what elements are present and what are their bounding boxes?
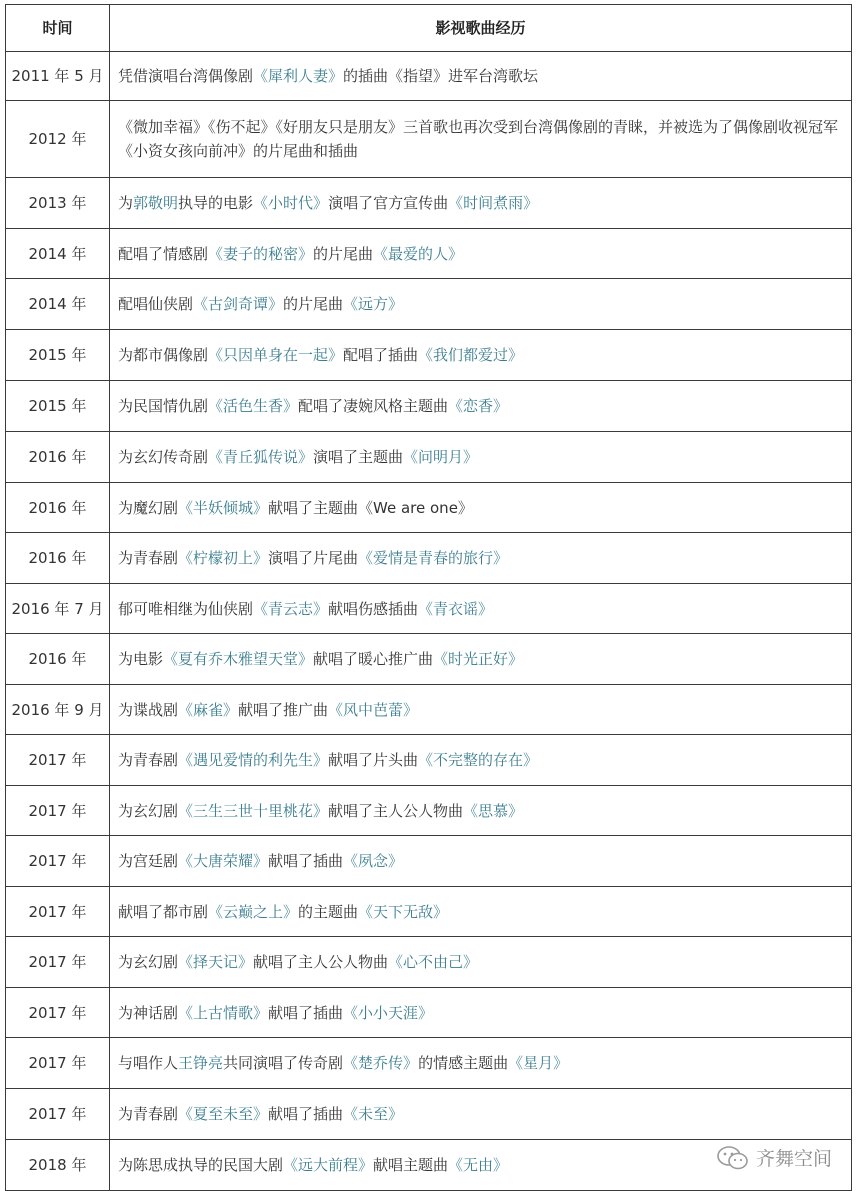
watermark-text: 齐舞空间: [755, 1148, 832, 1170]
title-link[interactable]: 《未至》: [343, 1105, 404, 1123]
table-row: [6, 988, 852, 1038]
row-description: [110, 1089, 852, 1140]
title-link[interactable]: 《夏至未至》: [178, 1105, 269, 1123]
title-link[interactable]: 《大唐荣耀》: [178, 852, 269, 870]
row-year: 2017 年: [6, 735, 110, 786]
title-link[interactable]: 《遇见爱情的利先生》: [178, 751, 329, 769]
description-text: 献唱了主人公人物曲: [328, 801, 464, 820]
row-description: [110, 786, 852, 836]
title-link[interactable]: 《青丘狐传说》: [208, 448, 314, 466]
row-year: 2011 年 5 月: [6, 52, 110, 101]
row-year: 2012 年: [6, 101, 110, 178]
description-text: 为民国情仇剧: [118, 397, 209, 415]
description-text: 凭借演唱台湾偶像剧: [118, 67, 254, 85]
table-row: [6, 533, 852, 584]
row-description: [110, 279, 852, 330]
row-description: [110, 229, 852, 279]
row-year: 2017 年: [6, 836, 110, 887]
description-text: 献唱主题曲: [373, 1156, 449, 1174]
title-link[interactable]: 《风中芭蕾》: [328, 700, 419, 719]
header-description: 影视歌曲经历: [110, 5, 852, 52]
header-time: 时间: [6, 5, 110, 52]
title-link[interactable]: 《小小天涯》: [343, 1003, 434, 1022]
row-year: 2017 年: [6, 786, 110, 836]
description-text: 献唱了都市剧: [118, 902, 209, 921]
description-text: 为魔幻剧: [118, 498, 179, 517]
title-link[interactable]: 《夙念》: [343, 852, 404, 870]
description-text: 献唱了插曲: [268, 852, 344, 870]
description-text: 献唱了片头曲: [328, 751, 419, 769]
table-row: [6, 432, 852, 483]
title-link[interactable]: 《思慕》: [463, 801, 524, 820]
table-body: [6, 52, 852, 1191]
title-link[interactable]: 《古剑奇谭》: [193, 295, 284, 313]
row-description: [110, 1038, 852, 1089]
table-row: [6, 381, 852, 432]
title-link[interactable]: 《无由》: [448, 1156, 509, 1174]
title-link[interactable]: 《犀利人妻》: [253, 67, 344, 85]
row-year: 2017 年: [6, 937, 110, 988]
description-text: 献唱伤感插曲: [328, 599, 419, 618]
title-link[interactable]: 《夏有乔木雅望天堂》: [163, 650, 314, 668]
row-year: 2014 年: [6, 229, 110, 279]
table-row: [6, 483, 852, 533]
row-year: 2016 年 7 月: [6, 584, 110, 634]
row-description: [110, 483, 852, 533]
title-link[interactable]: 《只因单身在一起》: [208, 346, 344, 364]
title-link[interactable]: 《活色生香》: [208, 397, 299, 415]
title-link[interactable]: 郭敬明: [133, 194, 179, 212]
row-year: 2013 年: [6, 178, 110, 229]
description-text: 为神话剧: [118, 1003, 179, 1022]
description-text: 为玄幻传奇剧: [118, 448, 209, 466]
table-row: [6, 634, 852, 685]
title-link[interactable]: 《柠檬初上》: [178, 549, 269, 567]
description-text: 配唱仙侠剧: [118, 295, 194, 313]
row-description: [110, 735, 852, 786]
description-text: 与唱作人: [118, 1054, 179, 1072]
title-link[interactable]: 《不完整的存在》: [418, 751, 539, 769]
row-year: 2018 年: [6, 1140, 110, 1191]
row-year: 2016 年: [6, 483, 110, 533]
description-text: 为谍战剧: [118, 700, 179, 719]
title-link[interactable]: 《青衣谣》: [418, 599, 494, 618]
row-description: [110, 330, 852, 381]
description-text: 为玄幻剧: [118, 953, 179, 971]
title-link[interactable]: 《天下无敌》: [358, 902, 449, 921]
row-description: [110, 836, 852, 887]
table-row: [6, 1038, 852, 1089]
table-row: [6, 786, 852, 836]
song-history-table: [5, 4, 852, 1191]
title-link[interactable]: 《最爱的人》: [373, 244, 464, 263]
description-text: 的片尾曲: [313, 244, 374, 263]
table-row: [6, 584, 852, 634]
row-description: [110, 634, 852, 685]
row-description: [110, 887, 852, 937]
title-link[interactable]: 《择天记》: [178, 953, 254, 971]
row-description: [110, 432, 852, 483]
row-description: [110, 988, 852, 1038]
description-text: 为: [118, 194, 134, 212]
row-year: 2017 年: [6, 1089, 110, 1140]
description-text: 的情感主题曲: [418, 1054, 509, 1072]
row-description: [110, 584, 852, 634]
description-text: 《微加幸福》《伤不起》《好朋友只是朋友》三首歌也再次受到台湾偶像剧的青睐，并被选为了偶像剧收视冠军《小资女孩向前冲》的片尾曲和插曲: [118, 118, 839, 160]
description-text: 为青春剧: [118, 549, 179, 567]
table-row: [6, 279, 852, 330]
row-description: [110, 533, 852, 584]
title-link[interactable]: 《麻雀》: [178, 700, 239, 719]
table-row: [6, 735, 852, 786]
title-link[interactable]: 《爱情是青春的旅行》: [358, 549, 509, 567]
description-text: 献唱了插曲: [268, 1003, 344, 1022]
description-text: 配唱了情感剧: [118, 244, 209, 263]
title-link[interactable]: 王铮亮: [178, 1054, 224, 1072]
description-text: 演唱了主题曲: [313, 448, 404, 466]
description-text: 献唱了主人公人物曲: [253, 953, 389, 971]
description-text: 演唱了片尾曲: [268, 549, 359, 567]
table-row: [6, 887, 852, 937]
title-link[interactable]: 《时间煮雨》: [448, 194, 539, 212]
description-text: 献唱了暖心推广曲: [313, 650, 434, 668]
description-text: 为电影: [118, 650, 164, 668]
title-link[interactable]: 《云巅之上》: [208, 902, 299, 921]
table-row: [6, 330, 852, 381]
description-text: 执导的电影: [178, 194, 254, 212]
wechat-icon: [716, 1145, 750, 1171]
table-row: [6, 685, 852, 735]
row-description: [110, 178, 852, 229]
description-text: 配唱了凄婉风格主题曲: [298, 397, 449, 415]
description-text: 献唱了插曲: [268, 1105, 344, 1123]
description-text: 的片尾曲: [283, 295, 344, 313]
title-link[interactable]: 《远方》: [343, 295, 404, 313]
title-link[interactable]: 《远大前程》: [283, 1156, 374, 1174]
row-year: 2014 年: [6, 279, 110, 330]
row-description: [110, 52, 852, 101]
table-row: [6, 52, 852, 101]
title-link[interactable]: 《青云志》: [253, 599, 329, 618]
title-link[interactable]: 《时光正好》: [433, 650, 524, 668]
description-text: 的插曲《指望》进军台湾歌坛: [343, 67, 539, 85]
row-year: 2017 年: [6, 1038, 110, 1089]
table-row: [6, 101, 852, 178]
description-text: 共同演唱了传奇剧: [223, 1054, 344, 1072]
row-year: 2017 年: [6, 887, 110, 937]
description-text: 献唱了主题曲《We are one》: [268, 498, 473, 517]
description-text: 为陈思成执导的民国大剧: [118, 1156, 284, 1174]
description-text: 配唱了插曲: [343, 346, 419, 364]
title-link[interactable]: 《上古情歌》: [178, 1003, 269, 1022]
table-header-row: [6, 5, 852, 52]
description-text: 为都市偶像剧: [118, 346, 209, 364]
table-row: [6, 229, 852, 279]
description-text: 为玄幻剧: [118, 801, 179, 820]
description-text: 为青春剧: [118, 1105, 179, 1123]
title-link[interactable]: 《妻子的秘密》: [208, 244, 314, 263]
row-description: [110, 937, 852, 988]
description-text: 的主题曲: [298, 902, 359, 921]
row-year: 2015 年: [6, 381, 110, 432]
title-link[interactable]: 《恋香》: [448, 397, 509, 415]
row-year: 2016 年 9 月: [6, 685, 110, 735]
table-row: [6, 178, 852, 229]
title-link[interactable]: 《星月》: [508, 1054, 569, 1072]
row-year: 2017 年: [6, 988, 110, 1038]
title-link[interactable]: 《心不由己》: [388, 953, 479, 971]
table-row: [6, 1089, 852, 1140]
row-year: 2016 年: [6, 432, 110, 483]
table-row: [6, 937, 852, 988]
description-text: 为宫廷剧: [118, 852, 179, 870]
title-link[interactable]: 《楚乔传》: [343, 1054, 419, 1072]
title-link[interactable]: 《问明月》: [403, 448, 479, 466]
title-link[interactable]: 《小时代》: [253, 194, 329, 212]
description-text: 献唱了推广曲: [238, 700, 329, 719]
title-link[interactable]: 《三生三世十里桃花》: [178, 801, 329, 820]
description-text: 为青春剧: [118, 751, 179, 769]
watermark: [716, 1144, 832, 1171]
description-text: 郁可唯相继为仙侠剧: [118, 599, 254, 618]
description-text: 演唱了官方宣传曲: [328, 194, 449, 212]
table-row: [6, 836, 852, 887]
title-link[interactable]: 《半妖倾城》: [178, 498, 269, 517]
row-year: 2016 年: [6, 634, 110, 685]
row-year: 2016 年: [6, 533, 110, 584]
row-description: [110, 381, 852, 432]
row-description: [110, 101, 852, 178]
row-description: [110, 685, 852, 735]
row-year: 2015 年: [6, 330, 110, 381]
title-link[interactable]: 《我们都爱过》: [418, 346, 524, 364]
